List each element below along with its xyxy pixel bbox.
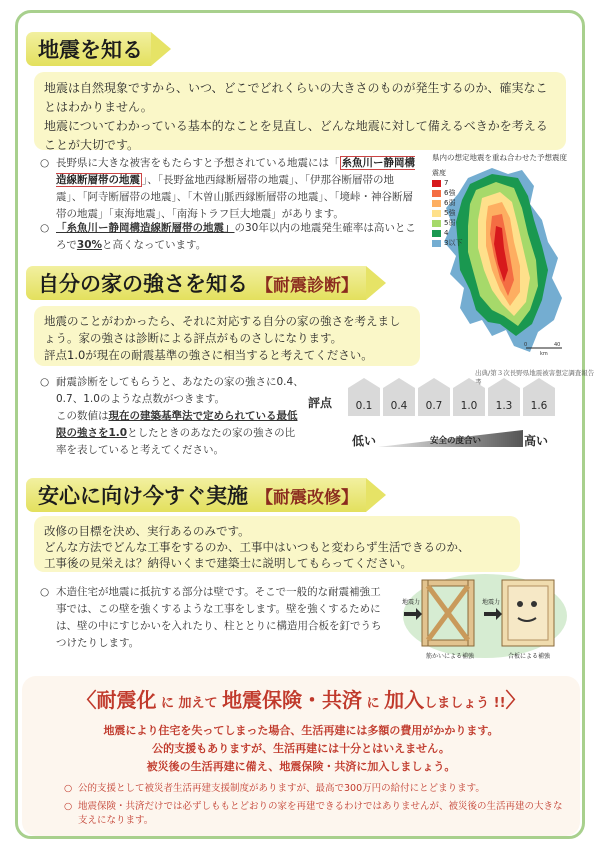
legend-label: 5弱: [444, 219, 456, 227]
insurance-note: [64, 800, 564, 828]
section-title-text: 地震を知る: [38, 38, 143, 62]
legend-label: 5強: [444, 209, 456, 217]
intro-paragraph: 評点1.0が現在の耐震基準の強さに相当すると考えてください。: [44, 348, 373, 362]
legend-label: 4: [444, 229, 449, 237]
bullet-fault-list: [40, 155, 420, 223]
bullet-text: と高くなっています。: [102, 239, 207, 251]
intro-paragraph: どんな方法でどんな工事をするのか、工事中はいつもと変わらず生活できるのか、: [44, 540, 470, 554]
map-caption: 出典/第３次長野県地震被害想定調査報告: [475, 369, 595, 377]
bullet-text: の30年以内の地震発生確率は高いところで: [56, 222, 416, 251]
legend-swatch: [432, 240, 441, 247]
bullet-mark: ○: [40, 157, 50, 169]
bullet-mark: ○: [40, 376, 50, 388]
force-label-right: 地震力: [482, 599, 501, 606]
plywood-caption: 合板による補強: [508, 653, 551, 660]
bullet-emphasis: 現在の建築基準法で定められている最低限の強さを1.0: [56, 410, 298, 439]
legend-label: 7: [444, 179, 449, 187]
intro-paragraph: 工事後の見栄えは？納得いくまで建築士に説明してもらってください。: [44, 556, 412, 570]
insurance-line: 被災後の生活再建に備え、地震保険・共済に加入しましょう。: [146, 760, 456, 773]
intro-paragraph: 地震のことがわかったら、それに対応する自分の家の強さを考えましょう。家の強さは診断による評点がものさしになります。: [44, 314, 401, 345]
score-value: 0.4: [390, 400, 408, 412]
map-legend: [432, 168, 462, 248]
bullet-probability: [40, 220, 422, 254]
map-scale-value: 40: [554, 342, 561, 348]
legend-swatch: [432, 220, 441, 227]
title-connector: しましょう !!: [424, 696, 506, 711]
bullet-text: 長野県に大きな被害をもたらすと予想されている地震には「: [56, 157, 340, 169]
title-connector: に: [362, 696, 385, 711]
legend-row: [432, 178, 462, 188]
map-title: 県内の想定地震を重ね合わせた予想震度: [432, 153, 567, 162]
bullet-mark: ○: [40, 586, 50, 598]
bullet-text: としたときのあなたの家の強さの比率を表していると考えてください。: [56, 427, 296, 456]
legend-row: [432, 228, 462, 238]
legend-swatch: [432, 230, 441, 237]
insurance-callout: [22, 676, 580, 836]
bullet-text: この数値は: [56, 410, 109, 422]
bullet-text: 」、「長野盆地西縁断層帯の地震」、「伊那谷断層帯の地震」、「阿寺断層帯の地震」、「木曽山脈西縁断層帯の地震」、「境峠・神谷断層帯の地震」「東海地震」、「南海トラフ巨大地震」があります。: [56, 174, 413, 220]
intro-box-jishin: [34, 72, 566, 150]
safety-high-label: 高い: [524, 434, 549, 448]
note-text: 地震保険・共済だけでは必ずしももとどおりの家を再建できるわけではありませんが、被災後の生活再建の大きな支えになります。: [78, 801, 563, 826]
bullet-text: 木造住宅が地震に抵抗する部分は壁です。そこで一般的な耐震補強工事では、この壁を強くするような工事をします。壁を強くするためには、壁の中にすじかいを入れたり、柱ととりに構造用合板を釘でうちつけたりします。: [56, 586, 382, 649]
legend-row: [432, 208, 462, 218]
insurance-title: [22, 684, 580, 713]
section-title-text: 安心に向け今すぐ実施: [38, 484, 248, 508]
plywood-wall-illus: [502, 580, 554, 646]
intro-box-diagnosis: [34, 306, 420, 366]
title-bracket: 〈: [76, 688, 97, 712]
legend-row: [432, 238, 462, 248]
section-title-text: 自分の家の強さを知る: [38, 272, 248, 296]
legend-label: 6弱: [444, 199, 456, 207]
probability-value: 30%: [76, 239, 103, 251]
score-value: 1.3: [495, 400, 513, 412]
legend-row: [432, 188, 462, 198]
legend-swatch: [432, 210, 441, 217]
map-scale-unit: km: [540, 351, 548, 357]
score-house: [488, 388, 520, 416]
bullet-text: 耐震診断をしてもらうと、あなたの家の強さに0.4、0.7、1.0のような点数がつきます。: [56, 376, 304, 405]
legend-swatch: [432, 190, 441, 197]
insurance-note: [64, 782, 564, 796]
title-emphasis: 加入: [384, 688, 425, 712]
legend-swatch: [432, 200, 441, 207]
legend-row: [432, 198, 462, 208]
score-scale: [308, 380, 558, 460]
score-value: 0.1: [355, 400, 373, 412]
score-house: [418, 388, 450, 416]
bullet-score-explanation: [40, 374, 304, 459]
bullet-wall-reinforcement: [40, 584, 390, 652]
section-title-diagnosis: [26, 266, 366, 300]
title-bracket: 〉: [505, 688, 526, 712]
section-subtitle: 【耐震診断】: [256, 275, 358, 296]
map-legend-title: 震度: [432, 169, 446, 177]
title-emphasis: 地震保険・共済: [222, 688, 363, 712]
insurance-line: 公的支援もありますが、生活再建には十分とはいえません。: [152, 742, 450, 755]
section-title-retrofit: [26, 478, 366, 512]
highlight-fault: 「糸魚川ー静岡構造線断層帯の地震」: [56, 222, 235, 234]
map-scale-zero: 0: [524, 342, 528, 348]
note-mark: ○: [64, 783, 73, 794]
score-value: 0.7: [425, 400, 443, 412]
title-connector: に 加えて: [156, 696, 223, 711]
intro-paragraph: 地震についてわかっている基本的なことを見直し、どんな地震に対して備えるべきかを考えることが大切です。: [44, 119, 548, 152]
score-house: [383, 388, 415, 416]
bullet-mark: ○: [40, 222, 50, 234]
note-text: 公的支援として被災者生活再建支援制度がありますが、最高で300万円の給付にとどまります。: [78, 783, 485, 794]
safety-low-label: 低い: [352, 434, 377, 448]
note-mark: ○: [64, 801, 73, 812]
safety-degree-label: 安全の度合い: [430, 436, 482, 446]
insurance-line: 地震により住宅を失ってしまった場合、生活再建には多額の費用がかかります。: [103, 724, 499, 737]
force-label-left: 地震力: [402, 599, 421, 606]
legend-swatch: [432, 180, 441, 187]
brace-caption: 筋かいによる補強: [426, 653, 475, 660]
legend-label: 6強: [444, 189, 456, 197]
legend-label: 3以下: [444, 239, 463, 247]
score-house: [348, 388, 380, 416]
intro-paragraph: 改修の目標を決め、実行あるのみです。: [44, 524, 250, 538]
wall-reinforcement-illustration: [400, 570, 570, 662]
section-subtitle: 【耐震改修】: [256, 487, 358, 508]
highlight-fault: 糸魚川ー静岡構造線断層帯の地震: [56, 157, 415, 186]
legend-row: [432, 218, 462, 228]
section-title-jishin: [26, 32, 151, 66]
score-value: 1.0: [460, 400, 478, 412]
score-value: 1.6: [530, 400, 548, 412]
score-house: [453, 388, 485, 416]
score-house: [523, 388, 555, 416]
intro-paragraph: 地震は自然現象ですから、いつ、どこでどれくらいの大きさのものが発生するのか、確実なことはわかりません。: [44, 81, 548, 114]
title-emphasis: 耐震化: [96, 688, 157, 712]
score-label: 評点: [308, 396, 333, 410]
intro-box-retrofit: [34, 516, 520, 572]
